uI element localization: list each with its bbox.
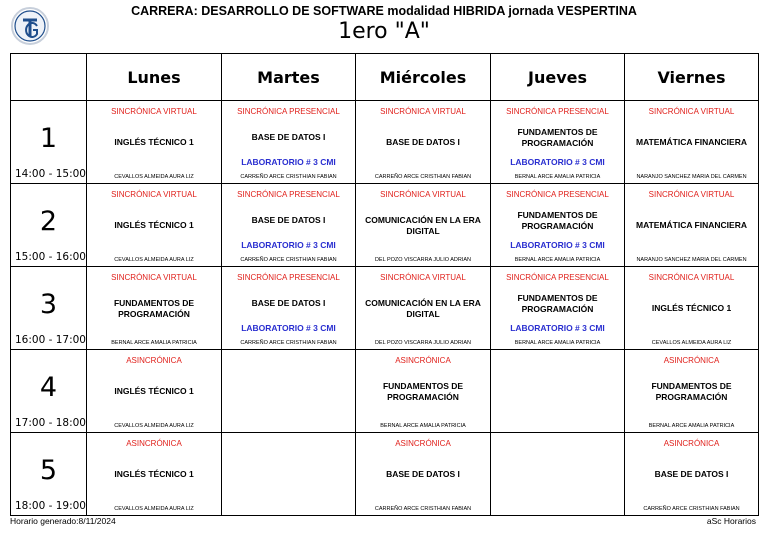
period-row <box>11 267 759 350</box>
period-number: 3 <box>39 289 58 320</box>
subject-name: FUNDAMENTOS DE PROGRAMACIÓN <box>517 292 598 314</box>
day-header-lunes: Lunes <box>87 54 222 101</box>
class-cell <box>222 101 356 184</box>
period-row <box>11 101 759 184</box>
teacher-name: CEVALLOS ALMEIDA AURA LIZ <box>114 423 194 429</box>
modality-label: ASINCRÓNICA <box>126 356 182 365</box>
subject-name: COMUNICACIÓN EN LA ERA DIGITAL <box>365 297 481 319</box>
modality-label: SINCRÓNICA VIRTUAL <box>648 190 735 199</box>
class-cell <box>491 101 625 184</box>
class-cell <box>222 267 356 350</box>
modality-label: ASINCRÓNICA <box>663 439 720 448</box>
class-cell <box>356 267 491 350</box>
teacher-name: DEL POZO VISCARRA JULIO ADRIAN <box>374 257 472 263</box>
teacher-name: BERNAL ARCE AMALIA PATRICIA <box>514 174 601 180</box>
period-cell <box>11 350 87 433</box>
modality-label: ASINCRÓNICA <box>126 439 182 448</box>
class-cell <box>222 433 356 516</box>
period-cell <box>11 433 87 516</box>
room-label: LABORATORIO # 3 CMI <box>510 240 605 250</box>
subject-name: BASE DE DATOS I <box>251 132 326 143</box>
teacher-name: BERNAL ARCE AMALIA PATRICIA <box>514 257 601 263</box>
subject-name: MATEMÁTICA FINANCIERA <box>636 137 747 148</box>
class-cell <box>87 184 222 267</box>
period-number: 4 <box>39 372 58 403</box>
subject-name: FUNDAMENTOS DE PROGRAMACIÓN <box>517 209 598 231</box>
class-cell <box>625 350 759 433</box>
modality-label: SINCRÓNICA VIRTUAL <box>111 107 197 116</box>
room-label: LABORATORIO # 3 CMI <box>510 323 605 333</box>
class-cell <box>87 101 222 184</box>
class-cell <box>491 433 625 516</box>
subject-name: FUNDAMENTOS DE PROGRAMACIÓN <box>517 126 598 148</box>
period-number: 2 <box>39 206 58 237</box>
subject-name: BASE DE DATOS I <box>654 469 729 480</box>
subject-name: FUNDAMENTOS DE PROGRAMACIÓN <box>382 380 464 402</box>
teacher-name: CARREÑO ARCE CRISTHIAN FABIAN <box>374 174 472 180</box>
teacher-name: CARREÑO ARCE CRISTHIAN FABIAN <box>240 340 337 346</box>
class-cell <box>625 101 759 184</box>
subject-name: BASE DE DATOS I <box>386 137 460 148</box>
period-time: 16:00 - 17:00 <box>15 334 86 346</box>
class-cell <box>87 433 222 516</box>
teacher-name: CARREÑO ARCE CRISTHIAN FABIAN <box>240 257 337 263</box>
class-cell <box>222 184 356 267</box>
period-row <box>11 184 759 267</box>
modality-label: SINCRÓNICA VIRTUAL <box>380 190 466 199</box>
period-time: 17:00 - 18:00 <box>15 417 86 429</box>
class-cell <box>491 350 625 433</box>
career-title: CARRERA: DESARROLLO DE SOFTWARE modalidad HIBRIDA jornada VESPERTINA <box>131 4 637 18</box>
room-label: LABORATORIO # 3 CMI <box>241 157 336 167</box>
corner-cell <box>11 54 87 101</box>
room-label: LABORATORIO # 3 CMI <box>241 240 336 250</box>
subject-name: MATEMÁTICA FINANCIERA <box>636 220 747 231</box>
day-header-martes: Martes <box>222 54 356 101</box>
day-header-jueves: Jueves <box>491 54 625 101</box>
subject-name: BASE DE DATOS I <box>251 215 326 226</box>
teacher-name: CEVALLOS ALMEIDA AURA LIZ <box>651 340 732 346</box>
room-label: LABORATORIO # 3 CMI <box>510 157 605 167</box>
class-cell <box>356 101 491 184</box>
group-title: 1ero "A" <box>338 19 430 44</box>
period-time: 15:00 - 16:00 <box>15 251 86 263</box>
teacher-name: NARANJO SANCHEZ MARIA DEL CARMEN <box>636 174 747 180</box>
teacher-name: NARANJO SANCHEZ MARIA DEL CARMEN <box>636 257 747 263</box>
class-cell <box>87 267 222 350</box>
teacher-name: CEVALLOS ALMEIDA AURA LIZ <box>114 174 194 180</box>
teacher-name: BERNAL ARCE AMALIA PATRICIA <box>111 340 197 346</box>
class-cell <box>356 433 491 516</box>
period-number: 1 <box>39 123 58 154</box>
class-cell <box>87 350 222 433</box>
period-time: 18:00 - 19:00 <box>15 500 86 512</box>
class-cell <box>491 267 625 350</box>
subject-name: INGLÉS TÉCNICO 1 <box>114 469 194 480</box>
period-row <box>11 350 759 433</box>
class-cell <box>222 350 356 433</box>
period-number: 5 <box>39 455 58 486</box>
teacher-name: BERNAL ARCE AMALIA PATRICIA <box>648 423 735 429</box>
class-cell <box>356 184 491 267</box>
teacher-name: CARREÑO ARCE CRISTHIAN FABIAN <box>643 506 740 512</box>
modality-label: SINCRÓNICA PRESENCIAL <box>237 190 340 199</box>
modality-label: ASINCRÓNICA <box>395 439 451 448</box>
class-cell <box>625 184 759 267</box>
software-credit: aSc Horarios <box>706 516 756 526</box>
subject-name: INGLÉS TÉCNICO 1 <box>651 303 732 314</box>
modality-label: SINCRÓNICA PRESENCIAL <box>506 107 609 116</box>
period-row <box>11 433 759 516</box>
period-cell <box>11 184 87 267</box>
subject-name: INGLÉS TÉCNICO 1 <box>114 137 194 148</box>
teacher-name: CEVALLOS ALMEIDA AURA LIZ <box>114 257 194 263</box>
subject-name: BASE DE DATOS I <box>386 469 460 480</box>
teacher-name: BERNAL ARCE AMALIA PATRICIA <box>514 340 601 346</box>
subject-name: FUNDAMENTOS DE PROGRAMACIÓN <box>651 380 732 402</box>
teacher-name: CEVALLOS ALMEIDA AURA LIZ <box>114 506 194 512</box>
modality-label: SINCRÓNICA VIRTUAL <box>380 273 466 282</box>
teacher-name: CARREÑO ARCE CRISTHIAN FABIAN <box>240 174 337 180</box>
period-cell <box>11 267 87 350</box>
teacher-name: DEL POZO VISCARRA JULIO ADRIAN <box>374 340 472 346</box>
class-cell <box>356 350 491 433</box>
modality-label: SINCRÓNICA PRESENCIAL <box>237 107 340 116</box>
modality-label: SINCRÓNICA VIRTUAL <box>380 107 466 116</box>
class-cell <box>491 184 625 267</box>
period-cell <box>11 101 87 184</box>
generated-date: Horario generado:8/11/2024 <box>10 516 116 526</box>
modality-label: SINCRÓNICA PRESENCIAL <box>506 190 609 199</box>
day-header-miercoles: Miércoles <box>356 54 491 101</box>
subject-name: INGLÉS TÉCNICO 1 <box>114 386 194 397</box>
day-header-row <box>11 54 759 101</box>
modality-label: SINCRÓNICA VIRTUAL <box>648 107 735 116</box>
day-header-viernes: Viernes <box>625 54 759 101</box>
subject-name: COMUNICACIÓN EN LA ERA DIGITAL <box>365 214 481 236</box>
modality-label: ASINCRÓNICA <box>395 356 451 365</box>
subject-name: INGLÉS TÉCNICO 1 <box>114 220 194 231</box>
subject-name: FUNDAMENTOS DE PROGRAMACIÓN <box>113 297 195 319</box>
period-time: 14:00 - 15:00 <box>15 168 86 180</box>
modality-label: SINCRÓNICA PRESENCIAL <box>506 273 609 282</box>
subject-name: BASE DE DATOS I <box>251 298 326 309</box>
schedule-table <box>10 53 759 516</box>
class-cell <box>625 267 759 350</box>
class-cell <box>625 433 759 516</box>
room-label: LABORATORIO # 3 CMI <box>241 323 336 333</box>
modality-label: SINCRÓNICA VIRTUAL <box>111 273 197 282</box>
modality-label: SINCRÓNICA PRESENCIAL <box>237 273 340 282</box>
teacher-name: CARREÑO ARCE CRISTHIAN FABIAN <box>374 506 472 512</box>
modality-label: SINCRÓNICA VIRTUAL <box>648 273 735 282</box>
modality-label: ASINCRÓNICA <box>663 356 720 365</box>
teacher-name: BERNAL ARCE AMALIA PATRICIA <box>380 423 466 429</box>
modality-label: SINCRÓNICA VIRTUAL <box>111 190 197 199</box>
